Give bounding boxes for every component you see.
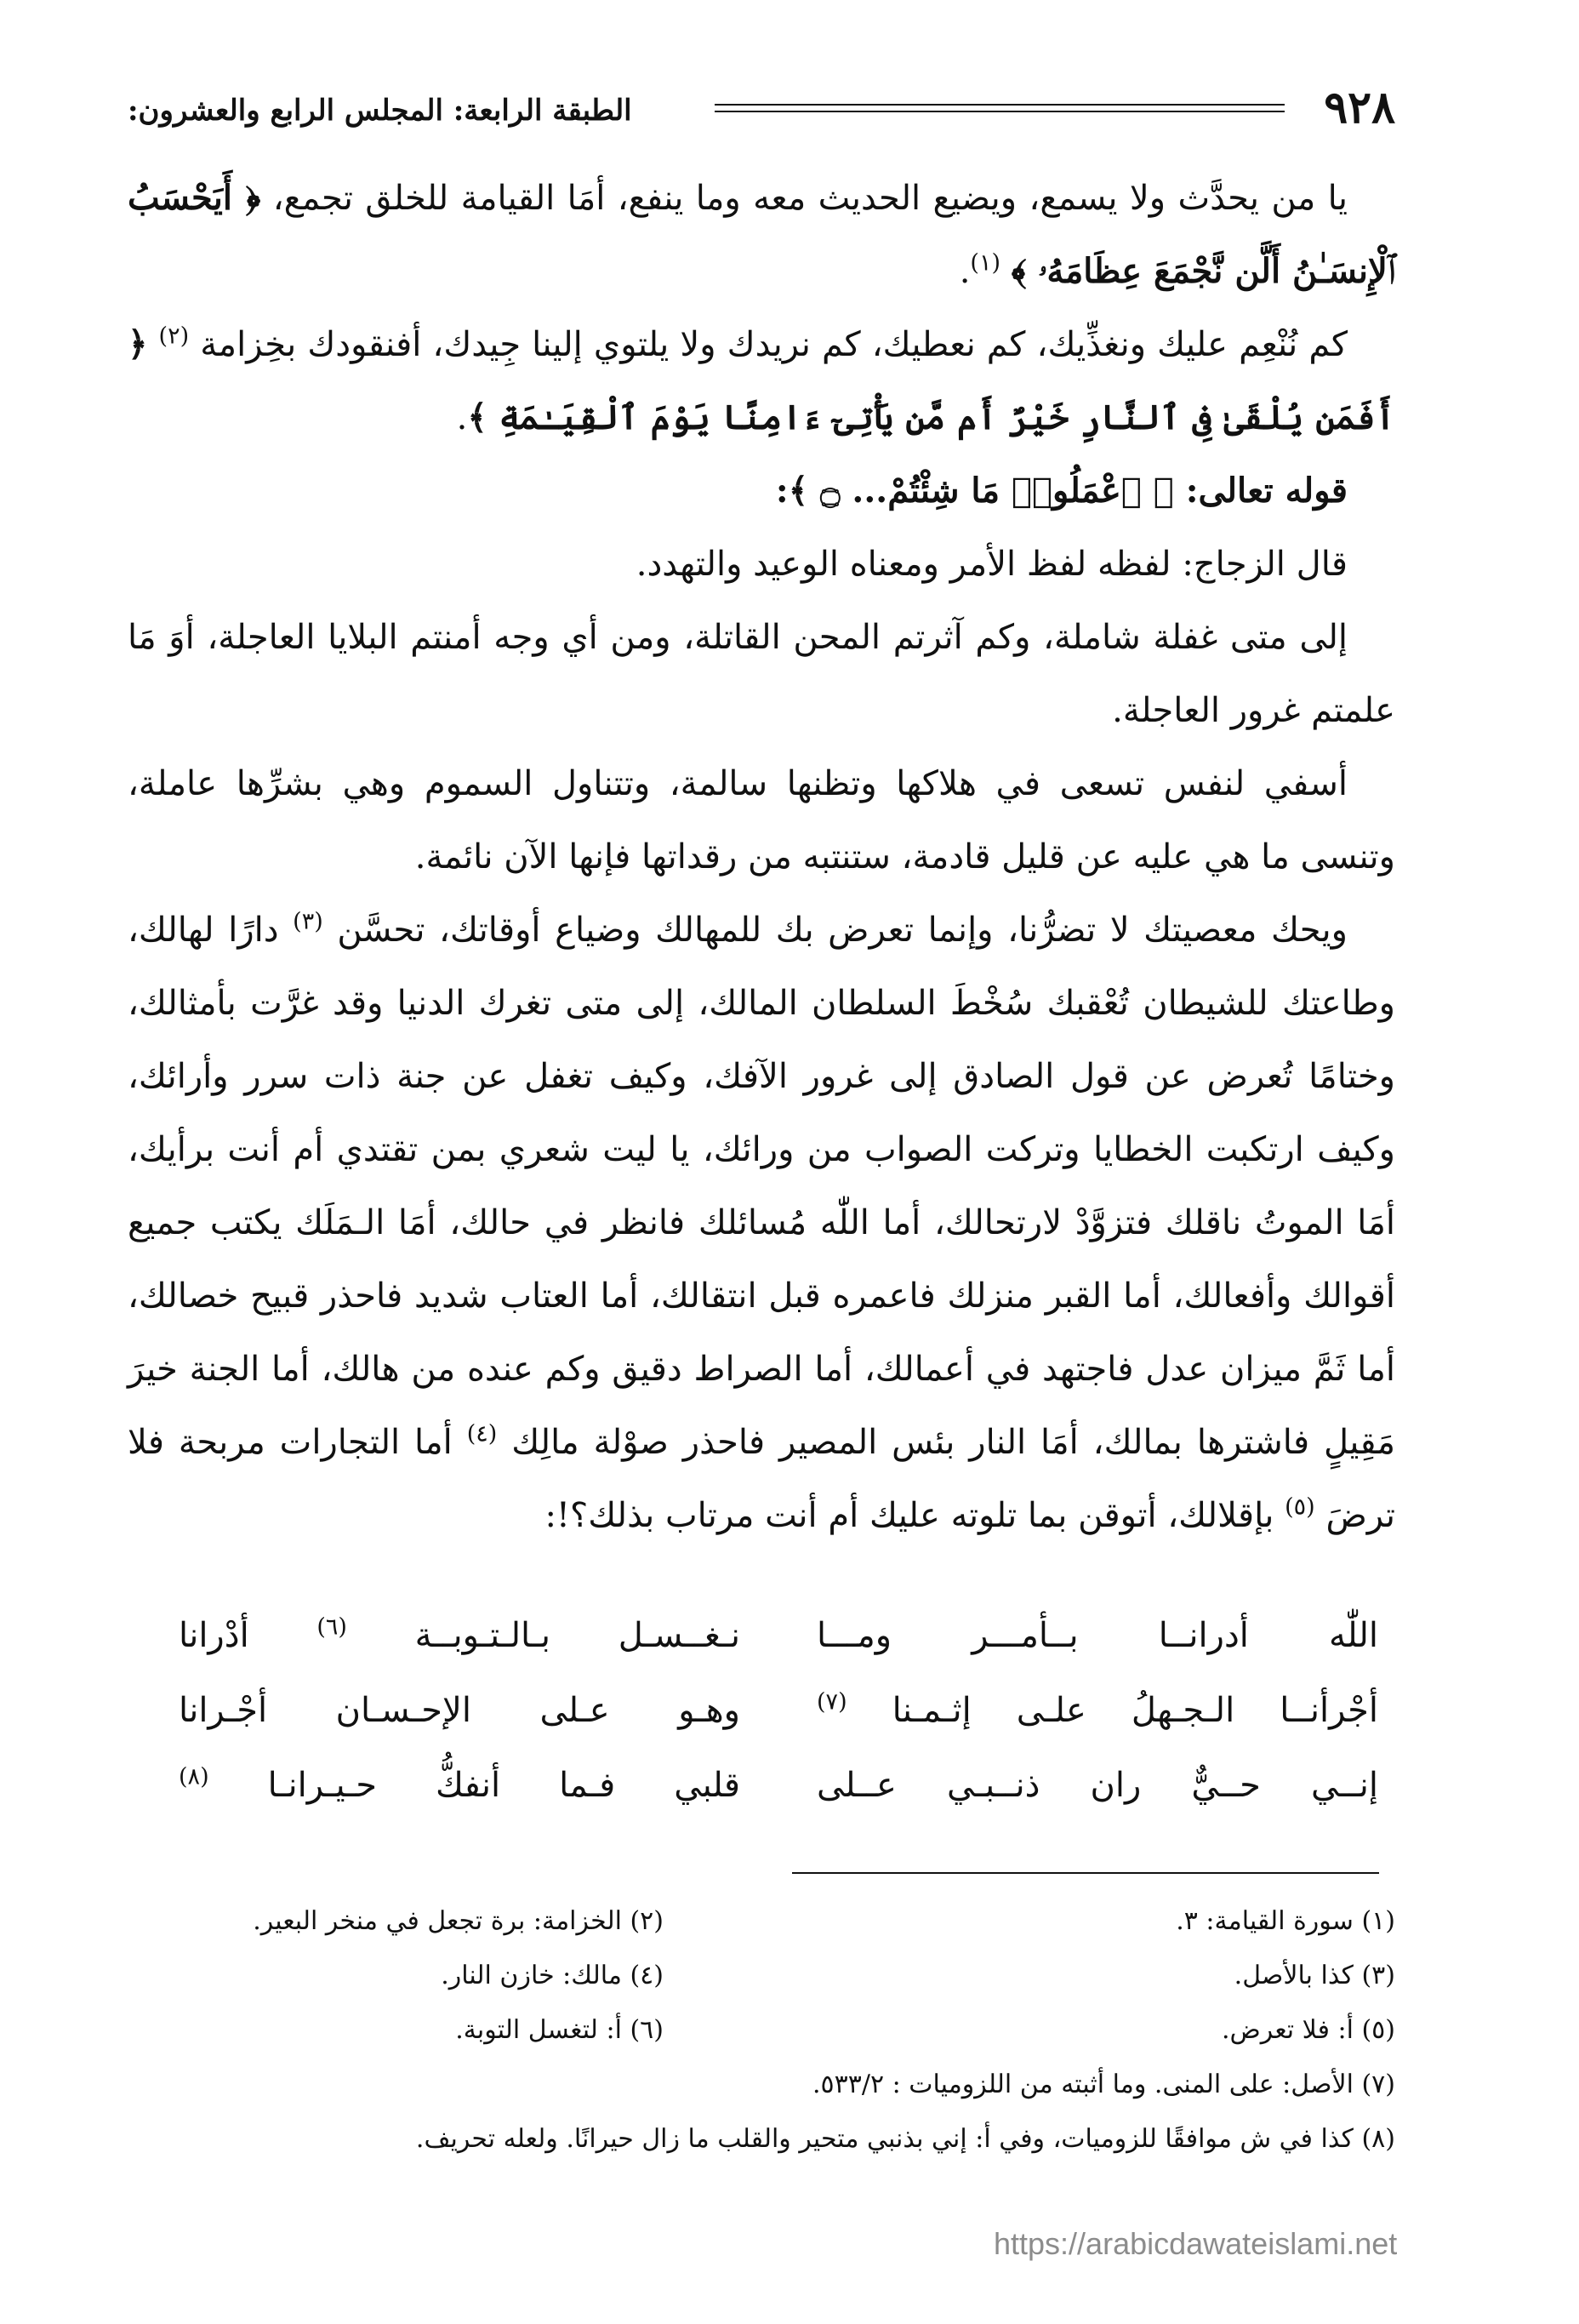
quran-verse: ﴿ ٱعْمَلُوا۟ مَا شِئْتُمْ... ۝ ﴾ [788, 471, 1174, 511]
footnote-row [128, 1894, 1395, 1949]
footnote-ref[interactable]: (٦) [316, 1613, 347, 1641]
footnote-row [128, 2003, 1395, 2058]
footnote: (٤) مالك: خازن النار. [441, 1961, 664, 1990]
footnote: (٢) الخزامة: برة تجعل في منخر البعير. [253, 1906, 664, 1936]
watermark-url: https://arabicdawateislami.net [994, 2226, 1398, 2261]
running-title: الطبقة الرابعة: المجلس الرابع والعشرون: [128, 94, 632, 128]
poem-verse [128, 1598, 1395, 1673]
paragraph: ويحك معصيتك لا تضرُّنا، وإنما تعرض بك للمهالك وضياع أوقاتك، تحسَّن $^{(٣)}$ دارًا لهالك، وطاعتك للشيطان تُعْقبك سُخْطَ السلطان المالك، إلى متى تغرك الدنيا وقد غرَّت بأمثالك، وختامًا تُعرض عن قول الصادق إلى غرور الآفك، وكيف تغفل عن جنة ذات سرر وأرائك، وكيف ارتكبت الخطايا وتركت الصواب من ورائك، يا ليت شعري بمن تقتدي أم أنت برأيك، أمَا الموتُ ناقلك فتزوَّدْ لارتحالك، أما اللّٰه مُسائلك فانظر في حالك، أمَا الـمَلَك يكتب جميع أقوالك وأفعالك، أما القبر منزلك فاعمره قبل انتقالك، أما العتاب شديد فاحذر قبيح خصالك، أما ثَمَّ ميزان عدل فاجتهد في أعمالك، أما الصراط دقيق وكم عنده من هالك، أما الجنة خيرَ مَقِيلٍ فاشترها بمالك، أمَا النار بئس المصير فاحذر صوْلة مالِك $^{(٤)}$ أما التجارات مربحة فلا ترضَ $^{(٥)}$ بإقلالك، أتوقن بما تلوته عليك أم أنت مرتاب بذلك؟!: [128, 908, 1396, 1535]
footnote-row [128, 2058, 1395, 2112]
footnote: (٣) كذا بالأصل. [1234, 1961, 1395, 1990]
footnote-ref[interactable]: (٥) [1285, 1493, 1315, 1521]
paragraph: يا من يحدَّث ولا يسمع، ويضيع الحديث معه وما ينفع، أمَا القيامة للخلق تجمع، ﴿ أَيَحْسَبُ ٱلْإِنسَـٰنُ أَلَّن نَّجْمَعَ عِظَامَهُۥ ﴾ $^{(١)}$. [128, 178, 1395, 291]
hemistich: وهـو عـلى الإحـسـان أجْـرانا [179, 1691, 740, 1730]
footnote: (٨) كذا في ش موافقًا للزوميات، وفي أ: إني بذنبي متحير والقلب ما زال حيرانًا. ولعله تحريف. [415, 2124, 1395, 2154]
section-heading: قوله تعالى: ﴿ ٱعْمَلُوا۟ مَا شِئْتُمْ... ۝ ﴾: [775, 471, 1348, 511]
quran-verse: ﴿ أَفَمَن يُلْقَىٰ فِى ٱلنَّارِ خَيْرٌ أَم مَّن يَأْتِىٓ ءَامِنًا يَوْمَ ٱلْقِيَـٰمَةِ ﴾ [128, 324, 1395, 437]
footnote-ref[interactable]: (٤) [466, 1420, 498, 1448]
page-number: ٩٢٨ [1324, 82, 1395, 134]
footnote-ref[interactable]: (٢) [158, 323, 190, 350]
paragraph: كم نُنْعِم عليك ونغذِّيك، كم نعطيك، كم نريدك ولا يلتوي إلينا جِيدك، أفنقودك بخِزامة $^{(٢)}$ ﴿ أَفَمَن يُلْقَىٰ فِى ٱلنَّارِ خَيْرٌ أَم مَّن يَأْتِىٓ ءَامِنًا يَوْمَ ٱلْقِيَـٰمَةِ ﴾. [128, 323, 1395, 437]
main-text [128, 162, 1395, 1552]
footnote-ref[interactable]: (٧) [817, 1688, 847, 1716]
header-double-rule [715, 104, 1285, 112]
poem [128, 1598, 1395, 1823]
hemistich: إنــي حــيٌّ ران ذنــبـي عــلى [817, 1766, 1378, 1805]
hemistich: أجْرأنــا الـجـهلُ علـى إثـمـنا $^{(٧)}$ [817, 1688, 1379, 1730]
poem-verse [128, 1748, 1395, 1823]
footnotes [128, 1894, 1395, 2167]
hemistich: قلبي فـما أنفكُّ حـيـرانـا $^{(٨)}$ [179, 1763, 740, 1805]
footnote-ref[interactable]: (١) [970, 249, 1001, 277]
footnote: (٥) أ: فلا تعرض. [1221, 2015, 1395, 2045]
hemistich: اللّٰه أدرانــا بــأمـــر ومـــا [817, 1616, 1378, 1655]
hemistich: نـغــسـل بـالـتـوبــة $^{(٦)}$ أدْرانا [179, 1613, 740, 1655]
paragraph: أسفي لنفس تسعى في هلاكها وتظنها سالمة، وتتناول السموم وهي بشرِّها عاملة، وتنسى ما هي عليه عن قليل قادمة، ستنتبه من رقداتها فإنها الآن نائمة. [128, 764, 1395, 876]
footnote-row [128, 2112, 1395, 2167]
paragraph: إلى متى غفلة شاملة، وكم آثرتم المحن القاتلة، ومن أي وجه أمنتم البلايا العاجلة، أوَ مَا علمتم غرور العاجلة. [128, 618, 1395, 730]
quran-verse: ﴿ أَيَحْسَبُ ٱلْإِنسَـٰنُ أَلَّن نَّجْمَعَ عِظَامَهُۥ ﴾ [128, 178, 1395, 291]
paragraph: قال الزجاج: لفظه لفظ الأمر ومعناه الوعيد والتهدد. [636, 545, 1348, 584]
poem-verse [128, 1673, 1395, 1748]
footnote-ref[interactable]: (٣) [293, 908, 323, 935]
footnote: (٧) الأصل: على المنى. وما أثبته من اللزوميات : ٥٣٣/٢. [812, 2070, 1395, 2099]
footnote: (١) سورة القيامة: ٣. [1176, 1906, 1395, 1936]
footnote: (٦) أ: لتغسل التوبة. [455, 2015, 664, 2045]
page-header [128, 78, 1395, 138]
footnote-separator [792, 1872, 1379, 1874]
footnote-ref[interactable]: (٨) [179, 1763, 209, 1790]
footnote-row [128, 1949, 1395, 2003]
